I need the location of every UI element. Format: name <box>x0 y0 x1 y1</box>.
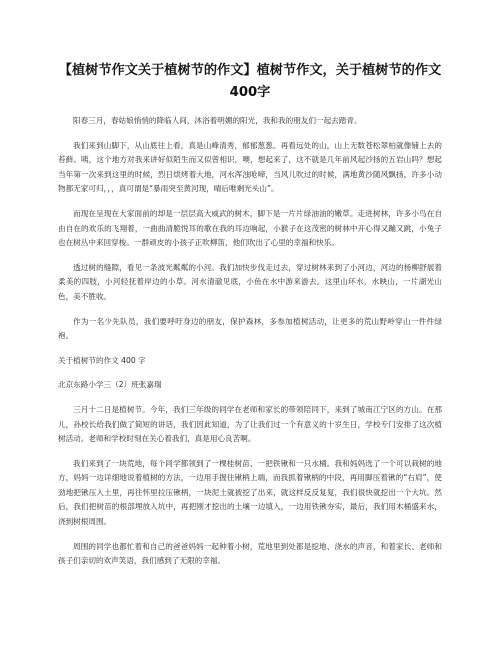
paragraph-4: 透过树的缝隙，看见一条波光粼粼的小河。我们加快步伐走过去，穿过树林来到了小河边，河边的杨柳舒展着柔美的四肢，小河轻抚着岸边的小草。河水清澈见底，小鱼在水中游来游去。这里山环水，水映山，一片湖光山色，美不胜收。 <box>58 262 442 301</box>
paragraph-1: 阳春三月，春姑娘悄悄的降临人间，沐浴着明媚的阳光，我和我的朋友们一起去踏青。 <box>73 116 362 125</box>
paragraph-3: 而现在呈现在大家面前的却是一层层高大威武的树木，脚下是一片片绿油油的嫩草。走进树林，许多小鸟在自由自在的欢乐的飞翔着，一曲曲清脆悦耳的歌在我的耳边响起，小猴子在这茂密的树林中开心得又蹦又跳，小兔子也在树丛中来回穿梭。一群顽皮的小孩子正吹柳笛，他们吹出了心里的幸福和快乐。 <box>58 208 442 248</box>
paragraph-6: 三月十二日是植树节。今年，我们三年级的同学在老师和家长的带领陪同下，来到了城南江宁区的方山。在那儿，孙校长给我们做了简短的讲话，我们因此知道，为了让我们过一个有意义的十岁生日，学校专门安排了这次植树活动。老师和学校时刻在关心着我们，真是用心良苦啊。 <box>58 404 442 444</box>
paragraph-7: 我们来到了一块荒地，每个同学都领到了一棵桂树苗、一把铁锹和一只水桶。我和妈妈选了一个可以栽树的地方，妈妈一边详细地说着植树的方法，一边用手握住锹柄上端，而我抓着锹柄的中段，再用脚压着锹的“右肩”，使劲地把锹压入土里，再往怀里拉压锹柄，一块泥土就被挖了出来，就这样反反复复，我们很快就挖出一个大坑。然后，我们把树苗的根部埋放入坑中，再把刚才挖出的土壤一边填入，一边用铁锹夯实，最后，我们用木桶盛来水，浇到树根周围。 <box>58 458 442 527</box>
essay-byline: 北京东路小学三（2）班张嘉瑞 <box>58 380 162 390</box>
paragraph-8: 周围的同学也都忙着和自己的爸爸妈妈一起种着小树，荒地里到处都是挖地、浇水的声音，和着家长、老师和孩子们亲切的欢声笑语，我们感到了无限的幸福。 <box>58 541 442 566</box>
paragraph-5: 作为一名少先队员，我们要呼吁身边的朋友，保护森林，多参加植树活动，让更多的荒山野岭穿山一件件绿袍。 <box>58 316 442 341</box>
document-title: 【植树节作文关于植树节的作文】植树节作文，关于植树节的作文400字 <box>58 63 442 100</box>
paragraph-2: 我们来到山脚下，从山底往上看，真是山峰清秀，郁郁葱葱。再看远处的山，山上无数苍松翠柏就像铺上去的苔藓。咦，这个地方对我来讲好似陌生而又似曾相识，噢，想起来了，这不就是几年前风起沙扬的五岩山吗？想起当年第一次来到这里的时候，烈日烘烤着大地，河水浑浊呛啼，当风儿吹过的时候，满地黄沙随风飘扬，许多小动物都无家可归，，，真可谓是“暴雨突至黄河现，晴后唯剩光头山”。 <box>58 140 442 194</box>
essay-subtitle: 关于植树节的作文 400 字 <box>58 355 146 365</box>
